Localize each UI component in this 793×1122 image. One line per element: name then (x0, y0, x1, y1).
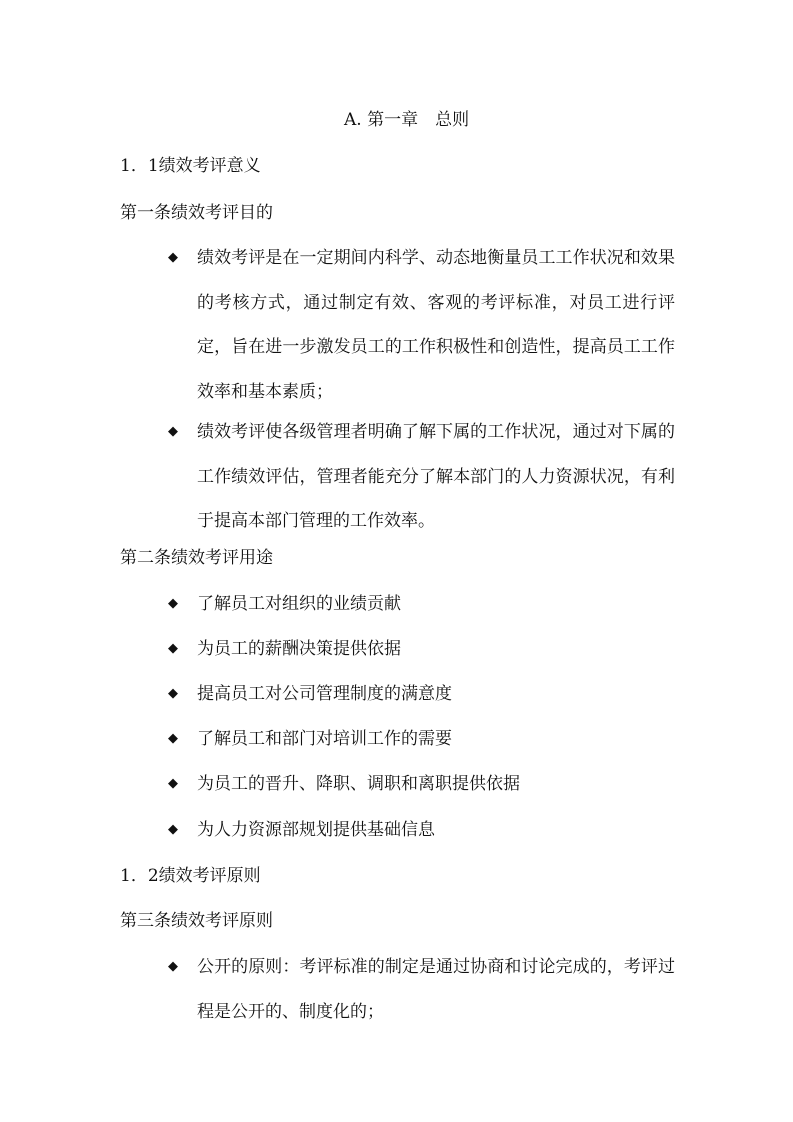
article-1-bullet-1: 绩效考评是在一定期间内科学、动态地衡量员工工作状况和效果的考核方式，通过制定有效、客观的考评标准，对员工进行评定，旨在进一步激发员工的工作积极性和创造性，提高员工工作效率和基本素质； (197, 248, 675, 402)
bullet-icon: ◆ (168, 731, 178, 746)
article-2-heading: 第二条绩效考评用途 (120, 548, 273, 568)
bullet-icon: ◆ (168, 776, 178, 791)
article-3-bullet-1: 公开的原则：考评标准的制定是通过协商和讨论完成的，考评过程是公开的、制度化的； (197, 957, 675, 1022)
section-heading-1-2: 1．2绩效考评原则 (120, 866, 261, 886)
article-1-heading: 第一条绩效考评目的 (120, 203, 273, 223)
bullet-icon: ◆ (168, 250, 178, 265)
article-2-bullet-5: 为员工的晋升、降职、调职和离职提供依据 (197, 774, 520, 794)
article-2-bullet-6: 为人力资源部规划提供基础信息 (197, 820, 435, 840)
article-2-bullet-3: 提高员工对公司管理制度的满意度 (197, 684, 452, 704)
bullet-icon: ◆ (168, 424, 178, 439)
bullet-icon: ◆ (168, 596, 178, 611)
section-heading-1-1: 1．1绩效考评意义 (120, 156, 261, 176)
article-2-bullet-4: 了解员工和部门对培训工作的需要 (197, 729, 452, 749)
article-1-bullet-2: 绩效考评使各级管理者明确了解下属的工作状况，通过对下属的工作绩效评估，管理者能充分了解本部门的人力资源状况，有利于提高本部门管理的工作效率。 (197, 422, 675, 531)
bullet-icon: ◆ (168, 822, 178, 837)
bullet-icon: ◆ (168, 686, 178, 701)
chapter-title: A. 第一章 总则 (344, 110, 470, 130)
bullet-icon: ◆ (168, 959, 178, 974)
bullet-icon: ◆ (168, 641, 178, 656)
article-2-bullet-2: 为员工的薪酬决策提供依据 (197, 639, 401, 659)
article-3-heading: 第三条绩效考评原则 (120, 911, 273, 931)
article-2-bullet-1: 了解员工对组织的业绩贡献 (197, 594, 401, 614)
